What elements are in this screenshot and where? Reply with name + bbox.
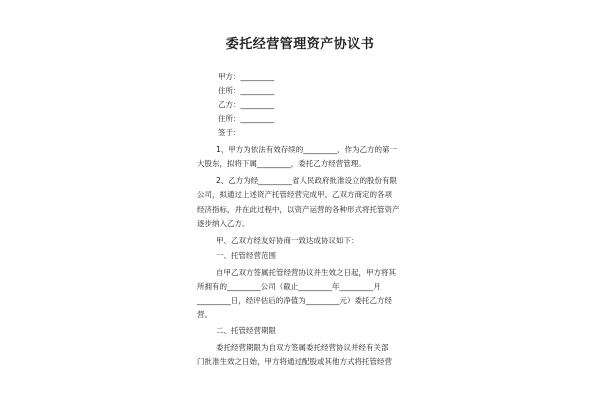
section-1-line-1: 自甲乙双方签属托管经营协议并生效之日起，甲方将其 bbox=[216, 268, 396, 277]
clause-2-line-2: 公司，拟通过上述资产托管经营完成甲、乙双方商定的各项 bbox=[197, 190, 392, 199]
section-2-line-2: 门批准生效之日始，甲方将通过配股或其他方式将托管经营 bbox=[197, 357, 392, 366]
section-2-heading: 二、托管经营期限 bbox=[216, 326, 276, 335]
section-1-line-2: 所拥有的_________公司（截止_________年_________月 bbox=[197, 282, 381, 291]
signing-place-line: 签于： bbox=[218, 128, 241, 137]
clause-1-line-1: 1、甲方为依法有效存续的_________，作为乙方的第一 bbox=[216, 145, 398, 154]
party-a-line: 甲方：_________ bbox=[218, 72, 275, 81]
clause-2-line-3: 经济指标，并在此过程中，以资产运营的各种形式将托管资产 bbox=[197, 205, 400, 214]
agreement-intro: 甲、乙双方经友好协商一致达成协议如下： bbox=[216, 236, 359, 245]
document-title: 委托经营管理资产协议书 bbox=[225, 37, 375, 52]
section-1-line-3: _________日，经评估后的净值为_________元）委托乙方经 bbox=[197, 296, 392, 305]
clause-1-line-2: 大股东，拟将下属_________，委托乙方经营管理。 bbox=[197, 159, 366, 168]
section-2-line-1: 委托经营期限为自双方签属委托经营协议并经有关部 bbox=[216, 343, 389, 352]
section-1-heading: 一、托管经营范围 bbox=[216, 251, 276, 260]
party-b-line: 乙方：_________ bbox=[218, 100, 275, 109]
clause-2-line-1: 2、乙方为经_________省人民政府批准设立的股份有限 bbox=[216, 176, 398, 185]
party-a-address-line: 住所：_________ bbox=[218, 86, 275, 95]
party-b-address-line: 住所：_________ bbox=[218, 114, 275, 123]
clause-2-line-4: 逐步纳入乙方。 bbox=[197, 219, 250, 228]
section-1-line-4: 营。 bbox=[197, 310, 212, 319]
